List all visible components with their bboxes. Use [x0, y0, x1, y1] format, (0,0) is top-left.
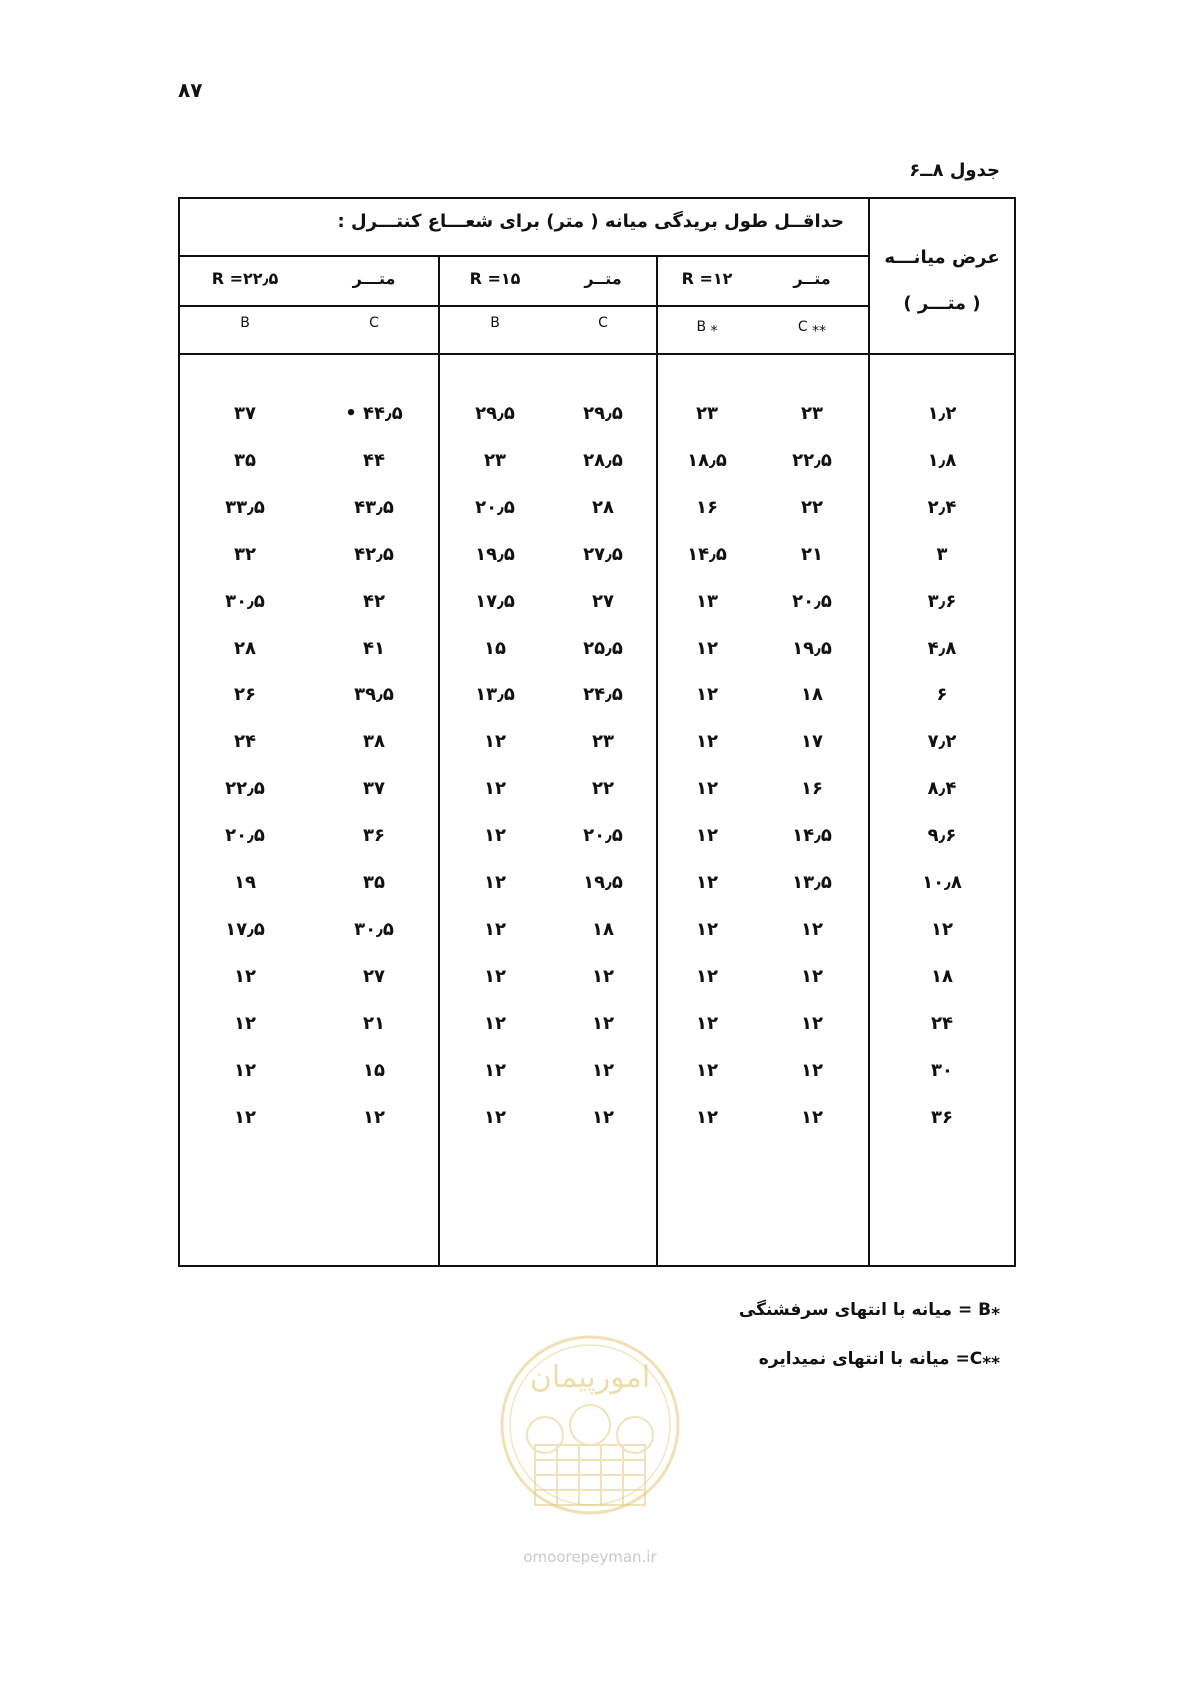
row-header-title: عرض میانـــه: [884, 247, 1000, 268]
table-main-header: حداقــل طول بریدگی میانه ( متر) برای شعـــاع کنتـــرل :: [337, 211, 844, 232]
table-cell: ۱۷٫۵: [225, 918, 265, 940]
table-cell: ۱۲: [484, 872, 506, 893]
row-median-width: ۲۴: [931, 1012, 953, 1034]
table-cell: ۳۶: [363, 825, 385, 847]
row-header-unit: ( متـــر ): [903, 293, 981, 314]
table-cell: ۱۲: [234, 1012, 256, 1034]
table-cell: ۲۶: [234, 684, 256, 706]
table-cell: ۴۴٫۵ •: [345, 403, 403, 424]
table-cell: ۲۱: [801, 543, 823, 565]
row-median-width: ۹٫۶: [927, 825, 957, 847]
group-radius: R =۱۲: [681, 269, 733, 288]
table-cell: ۲۸: [592, 496, 614, 518]
table-cell: ۳۸: [363, 731, 385, 753]
table-cell: ۲۸: [234, 637, 256, 659]
table-cell: ۱۳٫۵: [792, 872, 832, 893]
table-cell: ۱۲: [484, 1012, 506, 1034]
row-median-width: ۸٫۴: [927, 778, 957, 800]
table-cell: ۱۲: [592, 1059, 614, 1081]
table-cell: ۳۵: [363, 872, 385, 893]
table-cell: ۱۲: [484, 918, 506, 940]
table-cell: ۴۴: [363, 449, 385, 471]
group-unit: متـــر: [352, 269, 396, 288]
table-cell: ۱۲: [696, 1059, 718, 1081]
table-cell: ۲۱: [363, 1012, 385, 1034]
watermark-site: omoorepeyman.ir: [523, 1548, 657, 1566]
table-cell: ۲۷: [363, 965, 385, 987]
table-cell: ۲۲٫۵: [792, 449, 832, 471]
table-cell: ۱۳: [696, 590, 718, 612]
column-code: C ⁎⁎: [797, 319, 827, 335]
group-radius: R =۱۵: [469, 269, 521, 288]
table-cell: ۱۲: [696, 1106, 718, 1128]
table-cell: ۱۲: [234, 1106, 256, 1128]
table-cell: ۱۹٫۵: [583, 872, 623, 893]
table-cell: ۲۳: [801, 403, 823, 424]
table-cell: ۱۲: [696, 731, 718, 753]
table-cell: ۳۳٫۵: [225, 496, 265, 518]
table-cell: ۱۲: [801, 1012, 823, 1034]
table-cell: ۲۷٫۵: [583, 543, 623, 565]
table-cell: ۱۲: [484, 778, 506, 800]
table-cell: ۲۴٫۵: [583, 684, 623, 706]
table-cell: ۱۲: [801, 1106, 823, 1128]
footnote-b: ⁎B = میانه با انتهای سرفشنگی: [738, 1300, 1000, 1320]
table-cell: ۱۲: [696, 872, 718, 893]
column-code: B: [240, 315, 250, 331]
row-median-width: ۱۰٫۸: [922, 872, 962, 893]
table-cell: ۲۰٫۵: [583, 825, 623, 847]
table-cell: ۱۲: [592, 1012, 614, 1034]
table-cell: ۱۹٫۵: [475, 543, 515, 565]
page-number: ۸۷: [178, 78, 203, 102]
table-cell: ۲۵٫۵: [583, 637, 623, 659]
table-cell: ۳۹٫۵: [354, 684, 394, 706]
table-cell: ۱۹٫۵: [792, 637, 832, 659]
table-cell: ۴۳٫۵: [354, 496, 394, 518]
table-cell: ۱۲: [696, 825, 718, 847]
table-cell: ۱۲: [801, 965, 823, 987]
table-cell: ۱۵: [363, 1059, 385, 1081]
table-cell: ۲۸٫۵: [583, 449, 623, 471]
table-cell: ۱۲: [592, 1106, 614, 1128]
table-cell: ۱۶: [696, 496, 718, 518]
row-median-width: ۲٫۴: [927, 496, 957, 518]
table-cell: ۳۰٫۵: [225, 590, 265, 612]
table-cell: ۳۷: [363, 778, 385, 800]
table-rule: [180, 353, 1014, 355]
row-median-width: ۱۲: [931, 918, 953, 940]
table-cell: ۱۲: [234, 1059, 256, 1081]
row-median-width: ۶: [936, 684, 948, 706]
table-cell: ۱۲: [484, 1106, 506, 1128]
table-cell: ۳۰٫۵: [354, 918, 394, 940]
table-cell: ۱۲: [484, 825, 506, 847]
row-median-width: ۱٫۸: [927, 449, 957, 471]
table-cell: ۱۲: [484, 965, 506, 987]
table-cell: ۲۲٫۵: [225, 778, 265, 800]
table-cell: ۳۲: [234, 543, 256, 565]
table-cell: ۱۲: [801, 918, 823, 940]
table-cell: ۲۳: [592, 731, 614, 753]
table-cell: ۱۸٫۵: [687, 449, 727, 471]
watermark-logo: [490, 1325, 690, 1545]
column-code: B ⁎: [696, 319, 718, 335]
table-cell: ۱۲: [696, 778, 718, 800]
table-cell: ۱۴٫۵: [687, 543, 727, 565]
table-cell: ۱۹: [234, 872, 256, 893]
table-cell: ۱۵: [484, 637, 506, 659]
table-cell: ۱۲: [696, 918, 718, 940]
row-median-width: ۷٫۲: [927, 731, 957, 753]
table-cell: ۲۷: [592, 590, 614, 612]
table-cell: ۴۲: [363, 590, 385, 612]
table-cell: ۱۲: [234, 965, 256, 987]
row-median-width: ۱۸: [931, 965, 953, 987]
table-cell: ۱۸: [801, 684, 823, 706]
table-cell: ۲۳: [696, 403, 718, 424]
group-unit: متــر: [584, 269, 622, 288]
table-cell: ۳۵: [234, 449, 256, 471]
data-table: [178, 197, 1016, 1267]
table-cell: ۴۱: [363, 637, 385, 659]
row-median-width: ۴٫۸: [927, 637, 957, 659]
table-cell: ۲۴: [234, 731, 256, 753]
table-rule: [180, 255, 868, 257]
table-cell: ۱۲: [592, 965, 614, 987]
table-cell: ۲۰٫۵: [225, 825, 265, 847]
table-cell: ۲۰٫۵: [475, 496, 515, 518]
table-cell: ۱۲: [484, 731, 506, 753]
table-cell: ۱۴٫۵: [792, 825, 832, 847]
table-cell: ۲۰٫۵: [792, 590, 832, 612]
table-cell: ۲۲: [801, 496, 823, 518]
row-median-width: ۳٫۶: [927, 590, 957, 612]
table-cell: ۱۲: [363, 1106, 385, 1128]
table-cell: ۱۶: [801, 778, 823, 800]
table-cell: ۱۲: [801, 1059, 823, 1081]
table-cell: ۱۲: [696, 965, 718, 987]
table-cell: ۱۲: [696, 1012, 718, 1034]
group-unit: متــر: [793, 269, 831, 288]
table-cell: ۳۷: [234, 403, 256, 424]
row-median-width: ۳: [936, 543, 948, 565]
table-cell: ۱۳٫۵: [475, 684, 515, 706]
row-median-width: ۱٫۲: [927, 403, 957, 424]
table-cell: ۱۷: [801, 731, 823, 753]
column-code: C: [598, 315, 608, 331]
column-code: C: [369, 315, 379, 331]
table-cell: ۲۹٫۵: [583, 403, 623, 424]
watermark-logo-text: امورپیمان: [529, 1360, 651, 1395]
table-cell: ۲۲: [592, 778, 614, 800]
table-cell: ۲۹٫۵: [475, 403, 515, 424]
table-caption: جدول ۸ــ۶: [909, 160, 1000, 181]
table-cell: ۱۲: [696, 637, 718, 659]
row-median-width: ۳۰: [931, 1059, 953, 1081]
row-median-width: ۳۶: [931, 1106, 953, 1128]
table-cell: ۱۷٫۵: [475, 590, 515, 612]
table-rule: [180, 305, 868, 307]
footnote-c: ⁎⁎C= میانه با انتهای نمیدایره: [758, 1349, 1000, 1369]
table-cell: ۴۲٫۵: [354, 543, 394, 565]
table-cell: ۱۸: [592, 918, 614, 940]
table-cell: ۱۲: [696, 684, 718, 706]
table-cell: ۲۳: [484, 449, 506, 471]
table-cell: ۱۲: [484, 1059, 506, 1081]
column-code: B: [490, 315, 500, 331]
group-radius: R =۲۲٫۵: [211, 269, 279, 288]
